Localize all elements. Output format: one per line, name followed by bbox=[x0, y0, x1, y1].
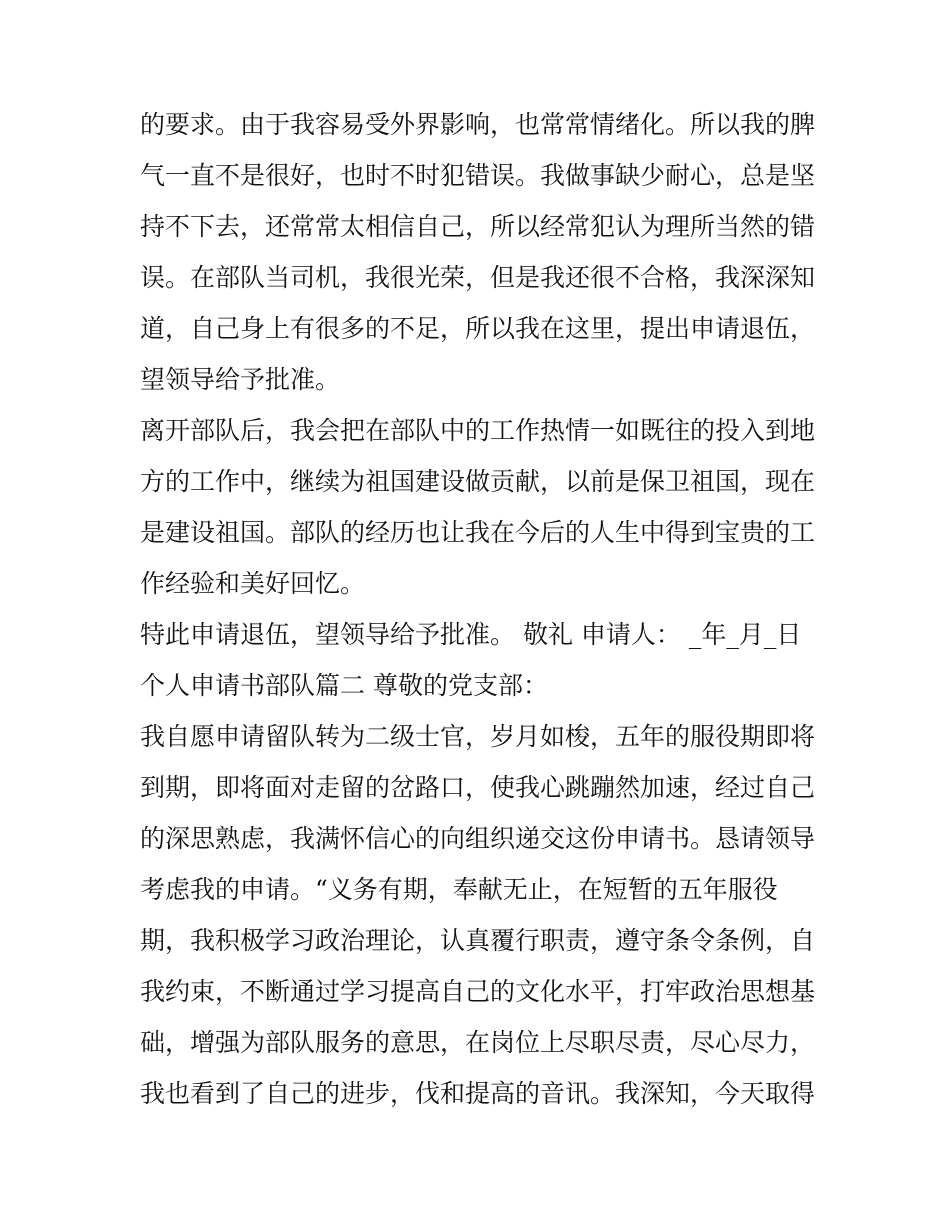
text-line: 我自愿申请留队转为二级士官，岁月如梭，五年的服役期即将 bbox=[140, 722, 816, 751]
text-line: 础，增强为部队服务的意思，在岗位上尽职尽责，尽心尽力， bbox=[140, 1028, 816, 1057]
text-line: 气一直不是很好，也时不时犯错误。我做事缺少耐心，总是坚 bbox=[140, 161, 816, 190]
text-line: 特此申请退伍，望领导给予批准。 敬礼 申请人： _年_月_日 bbox=[140, 620, 802, 649]
text-line: 我约束，不断通过学习提高自己的文化水平，打牢政治思想基 bbox=[140, 977, 816, 1006]
text-line: 方的工作中，继续为祖国建设做贡献，以前是保卫祖国，现在 bbox=[140, 467, 816, 496]
text-line: 的深思熟虑，我满怀信心的向组织递交这份申请书。恳请领导 bbox=[140, 824, 816, 853]
text-line: 期，我积极学习政治理论，认真覆行职责，遵守条令条例，自 bbox=[140, 926, 816, 955]
text-line: 是建设祖国。部队的经历也让我在今后的人生中得到宝贵的工 bbox=[140, 518, 816, 547]
text-line: 作经验和美好回忆。 bbox=[140, 569, 366, 598]
text-line: 到期，即将面对走留的岔路口，使我心跳蹦然加速，经过自己 bbox=[140, 773, 816, 802]
text-line: 考虑我的申请。“义务有期，奉献无止，在短暂的五年服役 bbox=[140, 875, 778, 904]
text-line: 离开部队后，我会把在部队中的工作热情一如既往的投入到地 bbox=[140, 416, 816, 445]
text-line: 道，自己身上有很多的不足，所以我在这里，提出申请退伍， bbox=[140, 314, 816, 343]
text-line: 望领导给予批准。 bbox=[140, 365, 341, 394]
text-line: 持不下去，还常常太相信自己，所以经常犯认为理所当然的错 bbox=[140, 212, 816, 241]
text-line: 个人申请书部队篇二 尊敬的党支部： bbox=[140, 671, 548, 700]
text-line: 误。在部队当司机，我很光荣，但是我还很不合格，我深深知 bbox=[140, 263, 816, 292]
text-line: 的要求。由于我容易受外界影响，也常常情绪化。所以我的脾 bbox=[140, 110, 816, 139]
text-line: 我也看到了自己的进步，伐和提高的音讯。我深知，今天取得 bbox=[140, 1079, 816, 1108]
